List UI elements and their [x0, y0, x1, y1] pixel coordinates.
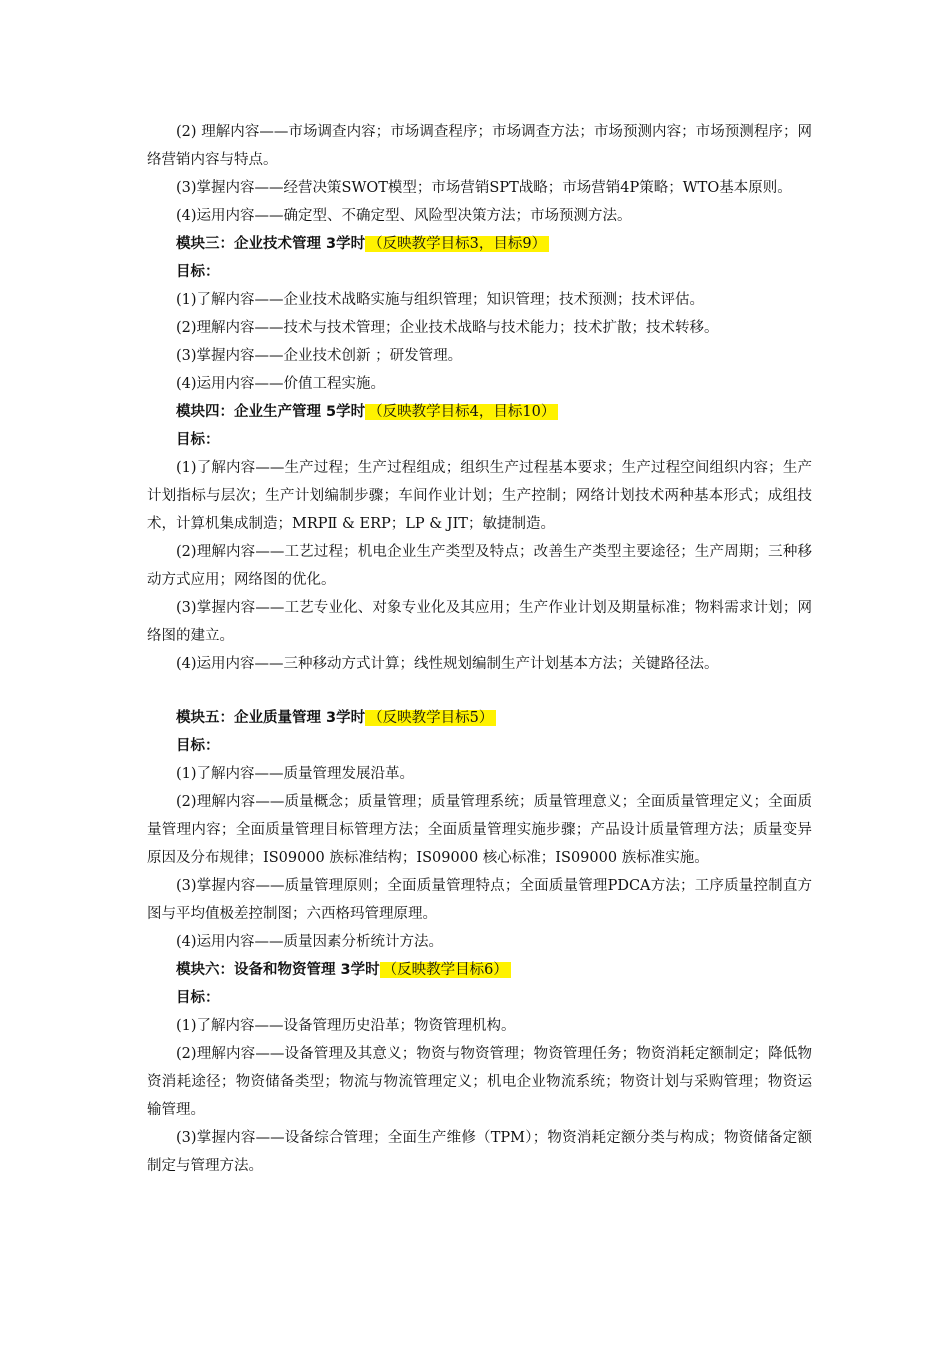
module-title: 模块六：设备和物资管理 3学时	[176, 962, 380, 978]
spacer	[147, 678, 812, 704]
highlight-note: （反映教学目标3，目标9）	[365, 236, 549, 252]
paragraph: (1)了解内容——企业技术战略实施与组织管理；知识管理；技术预测；技术评估。	[176, 292, 705, 308]
paragraph: (2)理解内容——技术与技术管理；企业技术战略与技术能力；技术扩散；技术转移。	[176, 320, 719, 336]
paragraph: (2)理解内容——工艺过程；机电企业生产类型及特点；改善生产类型主要途径；生产周期；三种移动方式应用；网络图的优化。	[147, 544, 812, 588]
module-heading	[147, 956, 812, 984]
highlight-note: （反映教学目标4，目标10）	[365, 404, 558, 420]
paragraph: (3)掌握内容——工艺专业化、对象专业化及其应用；生产作业计划及期量标准；物料需求计划；网络图的建立。	[147, 600, 812, 644]
paragraph: (2) 理解内容——市场调查内容；市场调查程序；市场调查方法；市场预测内容；市场预测程序；网络营销内容与特点。	[147, 124, 812, 168]
module-title: 模块四：企业生产管理 5学时	[176, 404, 366, 420]
objectives-label: 目标：	[176, 738, 220, 754]
module-heading	[147, 398, 812, 426]
highlight-note: （反映教学目标5）	[365, 710, 496, 726]
paragraph: (4)运用内容——价值工程实施。	[176, 376, 386, 392]
paragraph: (1)了解内容——质量管理发展沿革。	[176, 766, 415, 782]
highlight-note: （反映教学目标6）	[380, 962, 511, 978]
paragraph: (4)运用内容——质量因素分析统计方法。	[176, 934, 444, 950]
paragraph: (1)了解内容——设备管理历史沿革；物资管理机构。	[176, 1018, 516, 1034]
paragraph: (4)运用内容——确定型、不确定型、风险型决策方法；市场预测方法。	[176, 208, 632, 224]
objectives-label: 目标：	[176, 432, 220, 448]
objectives-label: 目标：	[176, 264, 220, 280]
module-title: 模块五：企业质量管理 3学时	[176, 710, 366, 726]
paragraph: (3)掌握内容——设备综合管理；全面生产维修（TPM）；物资消耗定额分类与构成；物资储备定额制定与管理方法。	[147, 1130, 812, 1174]
paragraph: (3)掌握内容——质量管理原则；全面质量管理特点；全面质量管理PDCA方法；工序质量控制直方图与平均值极差控制图；六西格玛管理原理。	[147, 878, 812, 922]
paragraph: (2)理解内容——设备管理及其意义；物资与物资管理；物资管理任务；物资消耗定额制定；降低物资消耗途径；物资储备类型；物流与物流管理定义；机电企业物流系统；物资计划与采购管理；物资运输管理。	[147, 1046, 812, 1118]
paragraph: (2)理解内容——质量概念；质量管理；质量管理系统；质量管理意义；全面质量管理定义；全面质量管理内容；全面质量管理目标管理方法；全面质量管理实施步骤；产品设计质量管理方法；质量变异原因及分布规律；IS09000 族标准结构；IS09000 核心标准；IS09000 族标准实施。	[147, 794, 812, 866]
module-heading	[147, 704, 812, 732]
objectives-label: 目标：	[176, 990, 220, 1006]
module-heading	[147, 230, 812, 258]
paragraph: (3)掌握内容——经营决策SWOT模型；市场营销SPT战略；市场营销4P策略；WTO基本原则。	[176, 180, 792, 196]
paragraph: (4)运用内容——三种移动方式计算；线性规划编制生产计划基本方法；关键路径法。	[176, 656, 719, 672]
paragraph: (3)掌握内容——企业技术创新 ；研发管理。	[176, 348, 463, 364]
paragraph: (1)了解内容——生产过程；生产过程组成；组织生产过程基本要求；生产过程空间组织内容；生产计划指标与层次；生产计划编制步骤；车间作业计划；生产控制；网络计划技术两种基本形式；成组技术，计算机集成制造；MRPⅡ & ERP；LP & JIT；敏捷制造。	[147, 460, 812, 532]
document-body	[147, 118, 812, 1180]
module-title: 模块三：企业技术管理 3学时	[176, 236, 366, 252]
